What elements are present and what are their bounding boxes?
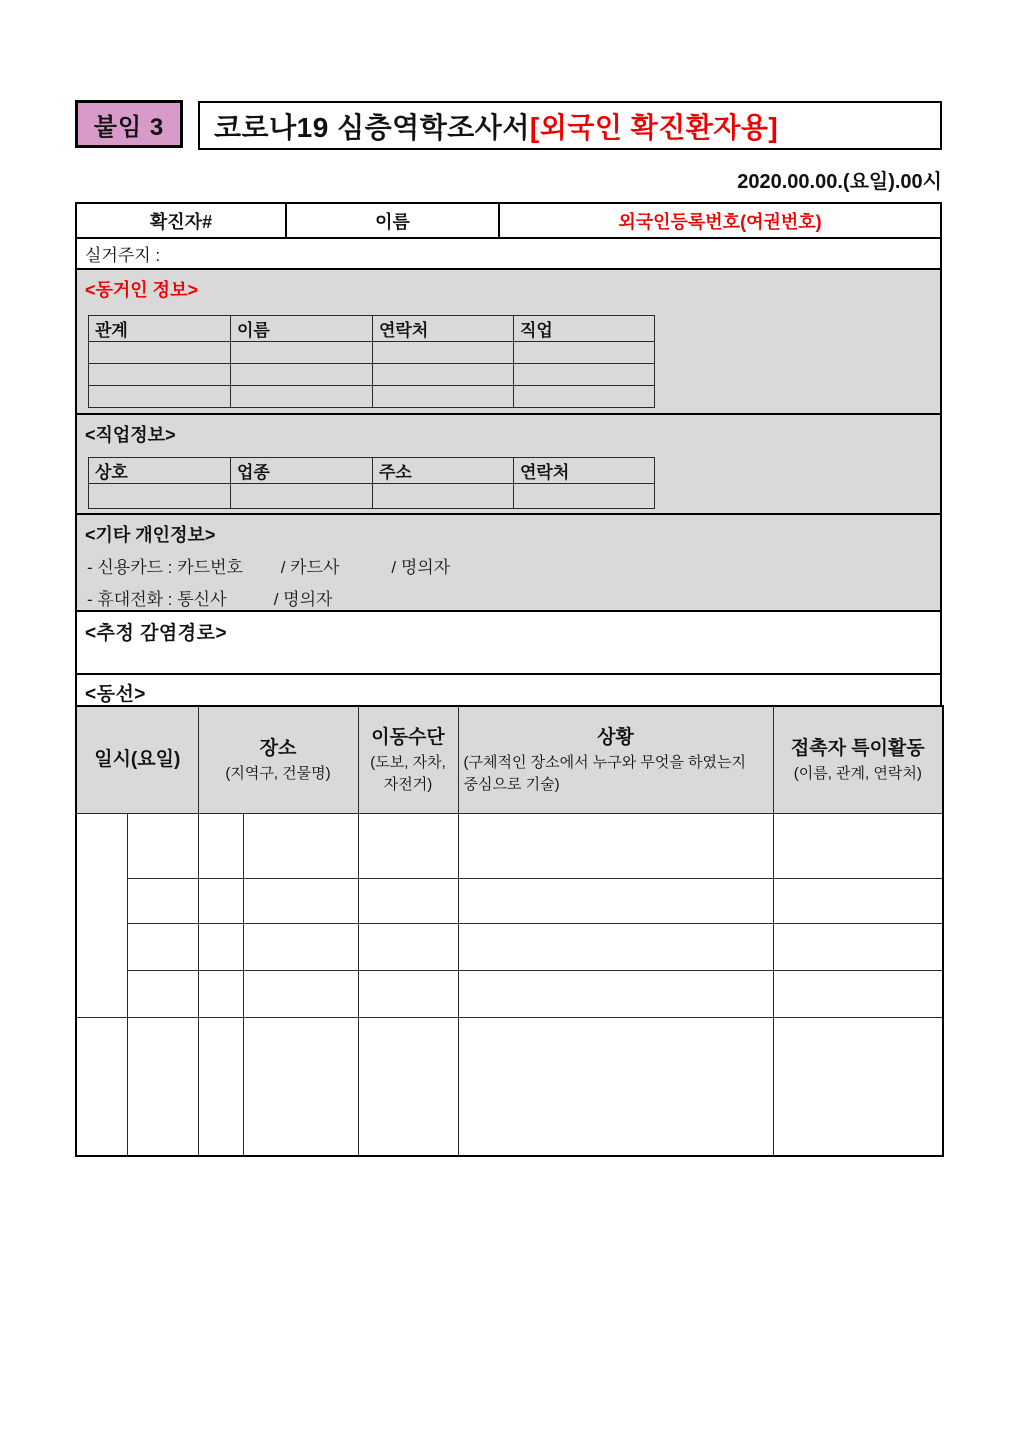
attachment-badge: [75, 100, 183, 148]
movement-header-contact: [773, 706, 943, 813]
job-cell[interactable]: [373, 484, 514, 509]
cohabitant-cell[interactable]: [373, 386, 514, 408]
infection-route-title: <추정 감염경로>: [85, 623, 228, 644]
movement-situation-cell[interactable]: [458, 878, 773, 923]
movement-place-building-cell[interactable]: [243, 923, 358, 970]
job-header-business: 상호: [89, 458, 231, 484]
job-cell[interactable]: [514, 484, 655, 509]
movement-transport-cell[interactable]: [358, 923, 458, 970]
situation-header-label: 상황: [597, 726, 634, 748]
movement-place-district-cell[interactable]: [198, 813, 243, 878]
place-header-label: 장소: [259, 737, 297, 759]
transport-header-sub2: 자전거): [383, 776, 433, 794]
job-header-address: 주소: [373, 458, 514, 484]
place-header-sub: (지역구, 건물명): [225, 765, 331, 783]
other-personal-section: [77, 515, 940, 612]
job-header-row: [89, 458, 655, 484]
movement-label-row: [77, 675, 940, 705]
movement-place-building-cell[interactable]: [243, 970, 358, 1017]
movement-time-cell[interactable]: [127, 813, 198, 878]
movement-header-place: [198, 706, 358, 813]
movement-situation-cell[interactable]: [458, 813, 773, 878]
cohabitant-row: [89, 364, 655, 386]
situation-header-sub2: 중심으로 기술): [463, 776, 560, 794]
document-title-target: [외국인 확진환자용]: [529, 111, 779, 143]
movement-place-building-cell[interactable]: [243, 813, 358, 878]
movement-situation-cell[interactable]: [458, 970, 773, 1017]
movement-place-district-cell[interactable]: [198, 923, 243, 970]
movement-place-district-cell[interactable]: [198, 1017, 243, 1156]
cohabitant-cell[interactable]: [514, 386, 655, 408]
transport-header-label: 이동수단: [371, 726, 445, 748]
movement-time-cell[interactable]: [127, 1017, 198, 1156]
movement-contact-cell[interactable]: [773, 970, 943, 1017]
movement-header-situation: [458, 706, 773, 813]
document-title: 코로나19 심층역학조사서: [214, 111, 530, 143]
job-row: [89, 484, 655, 509]
movement-header-datetime: [76, 706, 198, 813]
infection-route-section[interactable]: [77, 612, 940, 675]
cohabitant-cell[interactable]: [514, 342, 655, 364]
cohabitant-header-occupation: 직업: [514, 316, 655, 342]
contact-header-sub: (이름, 관계, 연락처): [793, 765, 922, 783]
other-personal-title: <기타 개인정보>: [85, 525, 216, 545]
cohabitant-cell[interactable]: [373, 364, 514, 386]
movement-contact-cell[interactable]: [773, 1017, 943, 1156]
cohabitant-row: [89, 386, 655, 408]
movement-date-cell[interactable]: [76, 813, 127, 1017]
movement-time-cell[interactable]: [127, 970, 198, 1017]
movement-place-district-cell[interactable]: [198, 970, 243, 1017]
cohabitant-cell[interactable]: [231, 364, 373, 386]
movement-transport-cell[interactable]: [358, 1017, 458, 1156]
job-header-contact: 연락처: [514, 458, 655, 484]
job-cell[interactable]: [89, 484, 231, 509]
transport-header-sub1: (도보, 자차,: [370, 753, 446, 771]
cohabitant-cell[interactable]: [89, 342, 231, 364]
movement-table: [75, 705, 944, 1157]
form-upper-sections: [75, 202, 942, 705]
movement-row: [76, 1017, 943, 1156]
movement-row: [76, 878, 943, 923]
movement-contact-cell[interactable]: [773, 923, 943, 970]
residence-row[interactable]: [77, 239, 940, 270]
residence-label: 실거주지 :: [85, 246, 161, 265]
movement-time-cell[interactable]: [127, 878, 198, 923]
main-form: [75, 202, 942, 1157]
report-datetime: 2020.00.00.(요일).00시: [737, 171, 942, 193]
movement-place-building-cell[interactable]: [243, 878, 358, 923]
cohabitant-section: [77, 270, 940, 415]
movement-row: [76, 813, 943, 878]
job-header-industry: 업종: [231, 458, 373, 484]
movement-date-cell[interactable]: [76, 1017, 127, 1156]
cohabitant-section-title: <동거인 정보>: [85, 280, 198, 300]
job-info-section: [77, 415, 940, 515]
movement-place-building-cell[interactable]: [243, 1017, 358, 1156]
job-table: [88, 457, 655, 509]
contact-header-label: 접촉자 특이활동: [790, 737, 925, 759]
credit-card-line: - 신용카드 : 카드번호 / 카드사 / 명의자: [87, 558, 451, 577]
cohabitant-cell[interactable]: [373, 342, 514, 364]
situation-header-sub1: (구체적인 장소에서 누구와 무엇을 하였는지: [463, 753, 747, 771]
movement-transport-cell[interactable]: [358, 970, 458, 1017]
cohabitant-header-contact: 연락처: [373, 316, 514, 342]
movement-time-cell[interactable]: [127, 923, 198, 970]
attachment-badge-label: 붙임 3: [93, 113, 165, 141]
mobile-phone-line: - 휴대전화 : 통신사 / 명의자: [87, 590, 333, 609]
cohabitant-cell[interactable]: [89, 364, 231, 386]
patient-header-row: [77, 204, 940, 239]
movement-title: <동선>: [85, 684, 146, 705]
cohabitant-header-relation: 관계: [89, 316, 231, 342]
movement-row: [76, 923, 943, 970]
movement-header-transport: [358, 706, 458, 813]
foreign-registration-header: 외국인등록번호(여권번호): [618, 211, 822, 232]
cohabitant-header-name: 이름: [231, 316, 373, 342]
job-section-title: <직업정보>: [85, 425, 176, 445]
movement-place-district-cell[interactable]: [198, 878, 243, 923]
cohabitant-cell[interactable]: [89, 386, 231, 408]
movement-contact-cell[interactable]: [773, 878, 943, 923]
cohabitant-header-row: [89, 316, 655, 342]
document-title-box: [198, 101, 942, 150]
cohabitant-row: [89, 342, 655, 364]
cohabitant-cell[interactable]: [514, 364, 655, 386]
movement-transport-cell[interactable]: [358, 813, 458, 878]
movement-row: [76, 970, 943, 1017]
movement-situation-cell[interactable]: [458, 923, 773, 970]
movement-situation-cell[interactable]: [458, 1017, 773, 1156]
job-cell[interactable]: [231, 484, 373, 509]
cohabitant-cell[interactable]: [231, 386, 373, 408]
movement-header-row: [76, 706, 943, 813]
movement-transport-cell[interactable]: [358, 878, 458, 923]
patient-name-header: 이름: [287, 204, 500, 237]
datetime-header-label: 일시(요일): [94, 749, 181, 771]
cohabitant-table: [88, 315, 655, 408]
movement-contact-cell[interactable]: [773, 813, 943, 878]
cohabitant-cell[interactable]: [231, 342, 373, 364]
patient-id-header: 확진자#: [77, 204, 287, 237]
